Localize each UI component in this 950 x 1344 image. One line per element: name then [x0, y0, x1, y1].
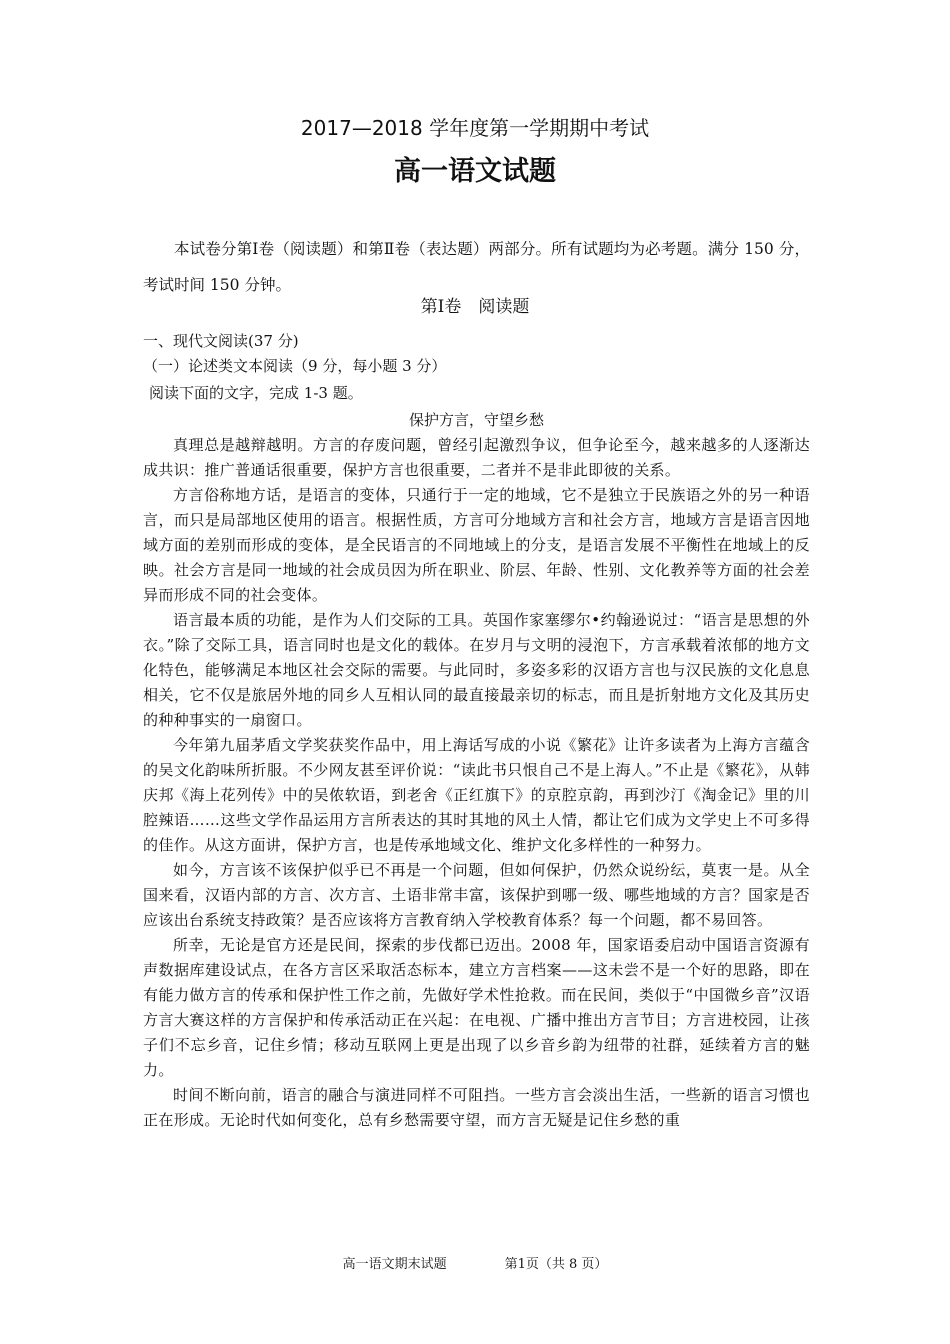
part-heading: 第Ⅰ卷 阅读题	[420, 297, 530, 317]
article-paragraph: 时间不断向前，语言的融合与演进同样不可阻挡。一些方言会淡出生活，一些新的语言习惯也正在形成。无论时代如何变化，总有乡愁需要守望，而方言无疑是记住乡愁的重	[143, 1086, 810, 1129]
subject-title: 高一语文试题	[394, 156, 556, 187]
exam-instructions: 本试卷分第Ⅰ卷（阅读题）和第Ⅱ卷（表达题）两部分。所有试题均为必考题。满分 150 分，考试时间 150 分钟。	[143, 240, 810, 294]
article-paragraph: 方言俗称地方话，是语言的变体，只通行于一定的地域，它不是独立于民族语之外的另一种语言，而只是局部地区使用的语言。根据性质，方言可分地域方言和社会方言，地域方言是语言因地域方面的差别而形成的变体，是全民语言的不同地域上的分支，是语言发展不平衡性在地域上的反映。社会方言是同一地域的社会成员因为所在职业、阶层、年龄、性别、文化教养等方面的社会差异而形成不同的社会变体。	[143, 486, 810, 604]
page-number: 第1页（共 8 页）	[504, 1257, 608, 1272]
page-footer	[0, 1256, 950, 1274]
article-paragraph: 如今，方言该不该保护似乎已不再是一个问题，但如何保护，仍然众说纷纭，莫衷一是。从全国来看，汉语内部的方言、次方言、土语非常丰富，该保护到哪一级、哪些地域的方言？国家是否应该出台系统支持政策？是否应该将方言教育纳入学校教育体系？每一个问题，都不易回答。	[143, 861, 810, 929]
article-paragraph: 所幸，无论是官方还是民间，探索的步伐都已迈出。2008 年，国家语委启动中国语言资源有声数据库建设试点，在各方言区采取活态标本，建立方言档案——这未尝不是一个好的思路，即在有能力做方言的传承和保护性工作之前，先做好学术性抢救。而在民间，类似于“中国微乡音”汉语方言大赛这样的方言保护和传承活动正在兴起：在电视、广播中推出方言节目；方言进校园，让孩子们不忘乡音，记住乡情；移动互联网上更是出现了以乡音乡韵为纽带的社群，延续着方言的魅力。	[143, 936, 810, 1079]
article-paragraph: 真理总是越辩越明。方言的存废问题，曾经引起激烈争议，但争论至今，越来越多的人逐渐达成共识：推广普通话很重要，保护方言也很重要，二者并不是非此即彼的关系。	[143, 436, 810, 479]
section-subheading: （一）论述类文本阅读（9 分，每小题 3 分）	[143, 357, 447, 375]
reading-section	[143, 329, 810, 1133]
reading-instruction: 阅读下面的文字，完成 1-3 题。	[149, 384, 363, 402]
article-paragraph: 今年第九届茅盾文学奖获奖作品中，用上海话写成的小说《繁花》让许多读者为上海方言蕴含的吴文化韵味所折服。不少网友甚至评价说：“读此书只恨自己不是上海人。”不止是《繁花》，从韩庆邦《海上花列传》中的吴侬软语，到老舍《正红旗下》的京腔京韵，再到沙汀《淘金记》里的川腔辣语……这些文学作品运用方言所表达的其时其地的风土人情，都让它们成为文学史上不可多得的佳作。从这方面讲，保护方言，也是传承地域文化、维护文化多样性的一种努力。	[143, 736, 810, 854]
article-title: 保护方言，守望乡愁	[408, 411, 544, 429]
article-paragraph: 语言最本质的功能，是作为人们交际的工具。英国作家塞缪尔•约翰逊说过：“语言是思想的外衣。”除了交际工具，语言同时也是文化的载体。在岁月与文明的浸泡下，方言承载着浓郁的地方文化特色，能够满足本地区社会交际的需要。与此同时，多姿多彩的汉语方言也与汉民族的文化息息相关，它不仅是旅居外地的同乡人互相认同的最直接最亲切的标志，而且是折射地方文化及其历史的种种事实的一扇窗口。	[143, 611, 810, 729]
exam-title: 2017—2018 学年度第一学期期中考试	[300, 116, 650, 140]
footer-label: 高一语文期末试题	[342, 1257, 447, 1272]
section-heading: 一、现代文阅读(37 分)	[143, 332, 299, 350]
